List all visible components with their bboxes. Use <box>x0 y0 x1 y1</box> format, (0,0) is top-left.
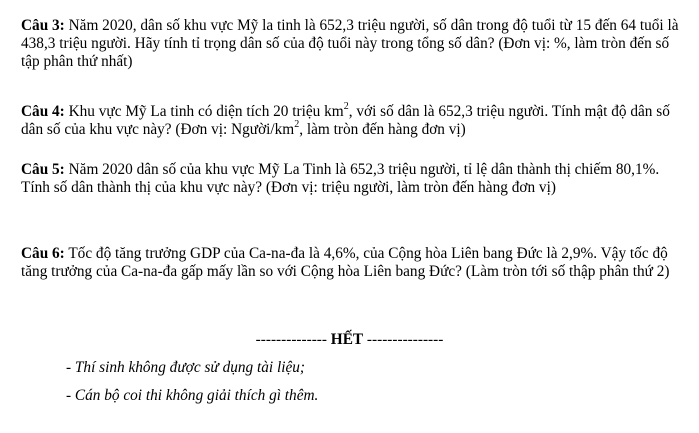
question-label: Câu 3: <box>21 17 65 34</box>
question-5 <box>21 161 681 197</box>
end-dashes-right: --------------- <box>363 331 444 348</box>
superscript: 2 <box>343 100 349 112</box>
question-6 <box>21 245 681 281</box>
end-marker <box>0 331 699 349</box>
question-text: Năm 2020 dân số của khu vực Mỹ La Tinh là 652,3 triệu người, tỉ lệ dân thành thị chiếm 80,1%. Tính số dân thành thị của khu vực này? (Đơn vị: triệu người, làm tròn đến hàng đơn vị) <box>21 161 660 196</box>
end-dashes-left: -------------- <box>255 331 331 348</box>
question-3 <box>21 17 681 71</box>
question-text: , với số dân là 652,3 triệu người. Tính mật độ dân số dân số của khu vực này? (Đơn vị: Người/km <box>21 103 670 138</box>
question-4 <box>21 100 681 139</box>
question-label: Câu 5: <box>21 161 65 178</box>
question-text: , làm tròn đến hàng đơn vị) <box>299 121 466 138</box>
end-word: HẾT <box>330 331 364 348</box>
question-text: Khu vực Mỹ La tinh có diện tích 20 triệu km <box>64 103 344 120</box>
question-label: Câu 4: <box>21 103 65 120</box>
question-text: Tốc độ tăng trưởng GDP của Ca-na-đa là 4,6%, của Cộng hòa Liên bang Đức là 2,9%. Vậy tốc độ tăng trưởng của Ca-na-đa gấp mấy lần so với Cộng hòa Liên bang Đức? (Làm tròn tới số thập phân thứ 2) <box>21 245 670 280</box>
note-no-explanation: - Cán bộ coi thi không giải thích gì thêm. <box>66 387 319 404</box>
question-label: Câu 6: <box>21 245 65 262</box>
note-no-materials: - Thí sinh không được sử dụng tài liệu; <box>66 359 305 376</box>
question-text: Năm 2020, dân số khu vực Mỹ la tinh là 652,3 triệu người, số dân trong độ tuổi từ 15 đến 64 tuổi là 438,3 triệu người. Hãy tính tỉ trọng dân số của độ tuổi này trong tổng số dân? (Đơn vị: %, làm tròn đến số tập phân thứ nhất) <box>21 17 679 70</box>
superscript: 2 <box>294 118 300 130</box>
